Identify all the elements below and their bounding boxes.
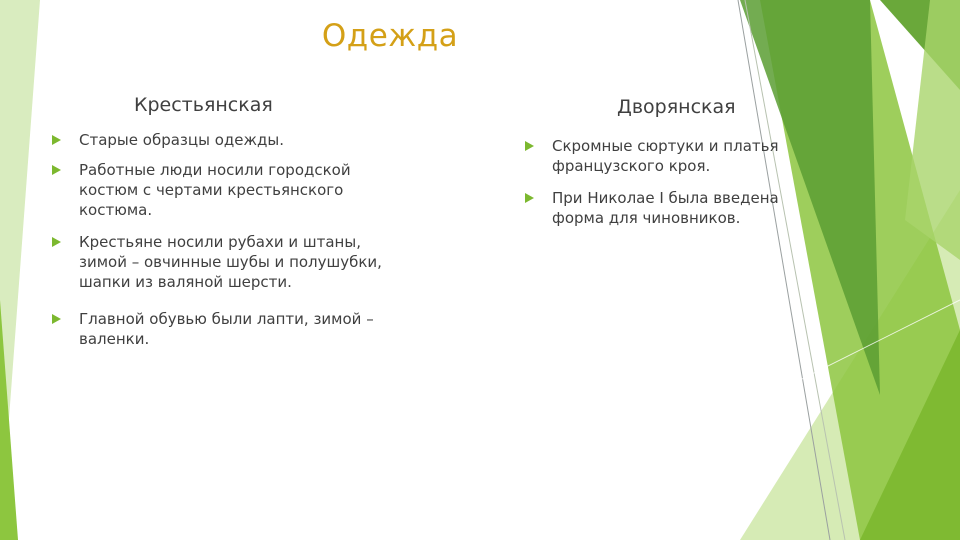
right-bullet-list xyxy=(525,136,815,240)
right-arrowhead-icon xyxy=(52,237,61,247)
list-item-text: Работные люди носили городской костюм с чертами крестьянского костюма. xyxy=(79,161,351,219)
list-item xyxy=(52,232,382,292)
right-arrowhead-icon xyxy=(52,165,61,175)
left-bullet-list xyxy=(52,130,382,359)
list-item-text: Старые образцы одежды. xyxy=(79,131,284,149)
right-column-heading: Дворянская xyxy=(617,96,736,118)
list-item xyxy=(52,309,382,349)
right-arrowhead-icon xyxy=(52,135,61,145)
list-item xyxy=(52,130,382,150)
list-item xyxy=(525,136,815,176)
left-column-heading: Крестьянская xyxy=(134,94,273,116)
list-item-text: Скромные сюртуки и платья французского кроя. xyxy=(552,137,779,175)
list-item-text: Крестьяне носили рубахи и штаны, зимой – овчинные шубы и полушубки, шапки из валяной шерсти. xyxy=(79,233,382,291)
right-arrowhead-icon xyxy=(52,314,61,324)
list-item xyxy=(52,160,382,220)
list-item-text: При Николае I была введена форма для чиновников. xyxy=(552,189,779,227)
right-arrowhead-icon xyxy=(525,141,534,151)
right-light-shape xyxy=(905,0,960,260)
slide-title: Одежда xyxy=(321,18,459,54)
list-item-text: Главной обувью были лапти, зимой – валенки. xyxy=(79,310,374,348)
right-arrowhead-icon xyxy=(525,193,534,203)
list-item xyxy=(525,188,815,228)
